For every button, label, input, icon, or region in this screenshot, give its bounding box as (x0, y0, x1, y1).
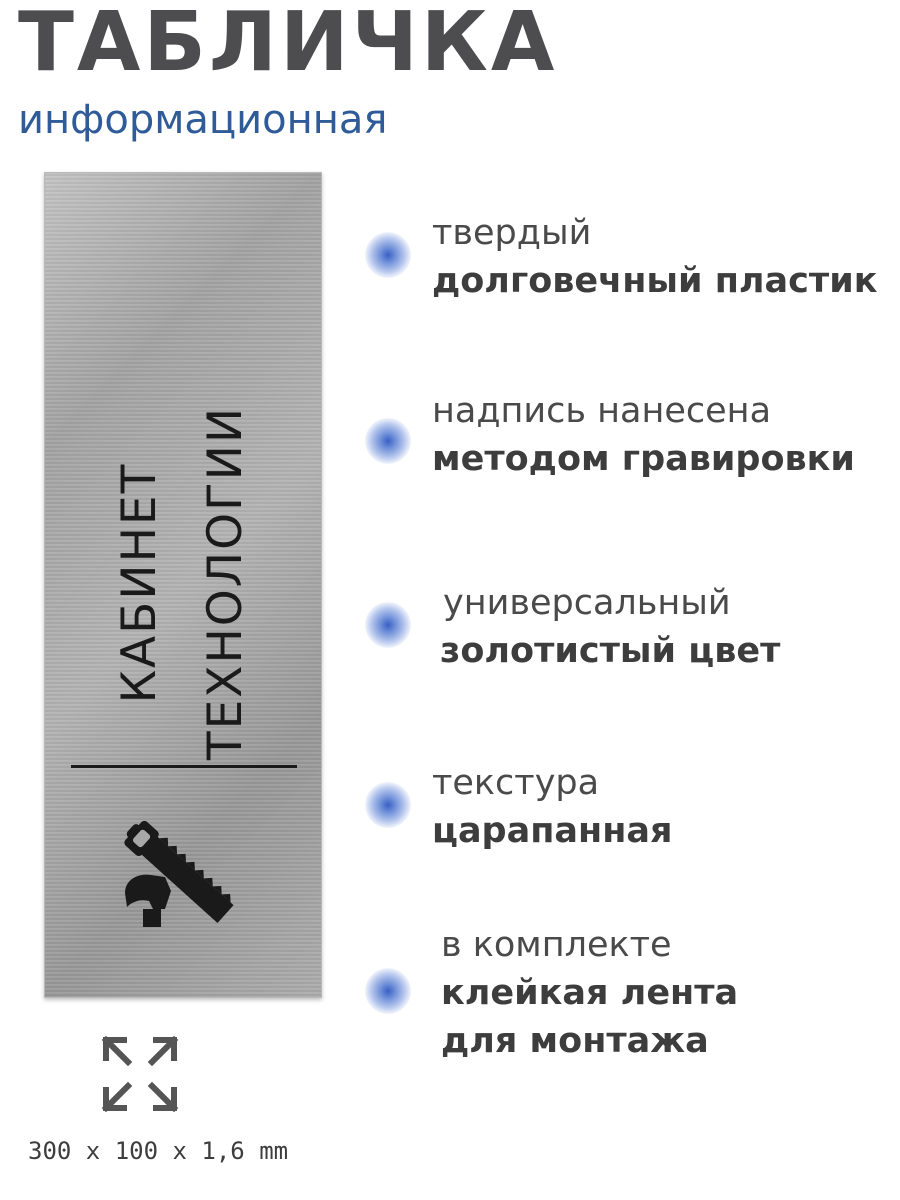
bullet-icon (365, 968, 411, 1014)
page-subtitle: информационная (18, 97, 388, 143)
plate-line-1: КАБИНЕТ (112, 462, 167, 704)
feature-line-bold: царапанная (432, 811, 673, 851)
bullet-icon (365, 602, 411, 648)
feature-line-regular: текстура (432, 763, 600, 803)
feature-line-regular: универсальный (443, 583, 731, 623)
feature-line-bold: методом гравировки (432, 439, 855, 479)
sign-plate (44, 172, 322, 998)
feature-line-bold: долговечный пластик (432, 261, 878, 301)
feature-line-regular: в комплекте (441, 925, 672, 965)
plate-divider (71, 765, 297, 768)
feature-line-bold: клейкая лента (441, 973, 739, 1013)
feature-line-regular: надпись нанесена (432, 391, 772, 431)
bullet-icon (365, 418, 411, 464)
feature-line-bold: золотистый цвет (440, 631, 781, 671)
feature-line-regular: твердый (432, 213, 592, 253)
bullet-icon (365, 782, 411, 828)
bullet-icon (365, 232, 411, 278)
feature-line-bold: для монтажа (441, 1021, 709, 1061)
plate-line-2: ТЕХНОЛОГИИ (198, 405, 253, 761)
page-title: ТАБЛИЧКА (18, 0, 558, 90)
expand-arrows-icon (100, 1034, 180, 1114)
dimensions-label: 300 x 100 x 1,6 mm (28, 1137, 289, 1165)
features-list (365, 0, 895, 1100)
hammer-saw-tools-icon (119, 813, 249, 943)
